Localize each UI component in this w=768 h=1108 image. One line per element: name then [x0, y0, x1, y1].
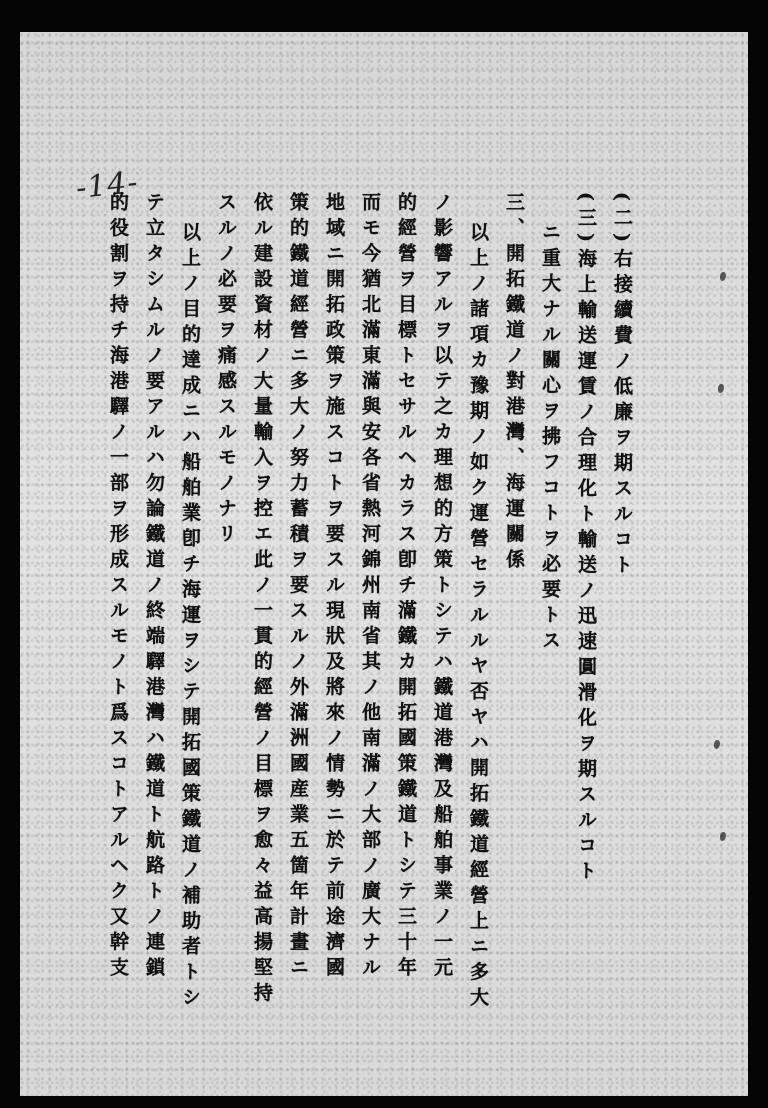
text-column: 策的鐵道經營ニ多大ノ努力蓄積ヲ要スルノ外滿洲國産業五箇年計畫ニ — [287, 192, 309, 983]
text-column: 地域ニ開拓政策ヲ施スコトヲ要スル現狀及將來ノ情勢ニ於テ前途濟國 — [323, 192, 345, 983]
text-column: 以上ノ諸項カ豫期ノ如ク運營セラルルヤ否ヤハ開拓鐵道經營上ニ多大 — [467, 222, 489, 1013]
text-column: テ立タシムルノ要アルハ勿論鐵道ノ終端驛港灣ハ鐵道ト航路トノ連鎖 — [143, 192, 165, 983]
document-page — [20, 32, 748, 1096]
text-column: 以上ノ目的達成ニハ船舶業卽チ海運ヲシテ開拓國策鐵道ノ補助者トシ — [179, 222, 201, 1013]
scan-speck — [720, 832, 726, 841]
text-column: (二)右接續費ノ低廉ヲ期スルコト — [611, 192, 633, 580]
text-column: ノ影響アルヲ以テ之カ理想的方策トシテハ鐵道港灣及船舶事業ノ一元 — [431, 192, 453, 983]
section-heading: 三、開拓鐵道ノ對港灣、海運關係 — [503, 192, 525, 575]
page-number: -14- — [74, 164, 141, 207]
text-column: (三)海上輸送運賃ノ合理化ト輸送ノ迅速圓滑化ヲ期スルコト — [575, 192, 597, 886]
text-column: 的役割ヲ持チ海港驛ノ一部ヲ形成スルモノト爲スコトアルヘク又幹支 — [107, 192, 129, 983]
scan-speck — [718, 384, 724, 393]
scan-speck — [720, 272, 726, 281]
text-column: 而モ今猶北滿東滿與安各省熱河錦州南省其ノ他南滿ノ大部ノ廣大ナル — [359, 192, 381, 983]
vertical-text-block — [100, 192, 640, 1052]
text-column: 依ル建設資材ノ大量輸入ヲ控エ此ノ一貫的經營ノ目標ヲ愈々益高揚堅持 — [251, 192, 273, 1008]
scan-speck — [714, 740, 720, 749]
text-column: 的經營ヲ目標トセサルヘカラス卽チ滿鐵カ開拓國策鐵道トシテ三十年 — [395, 192, 417, 983]
text-column: ニ重大ナル關心ヲ拂フコトヲ必要トス — [539, 222, 561, 656]
text-column: スルノ必要ヲ痛感スルモノナリ — [215, 192, 237, 549]
